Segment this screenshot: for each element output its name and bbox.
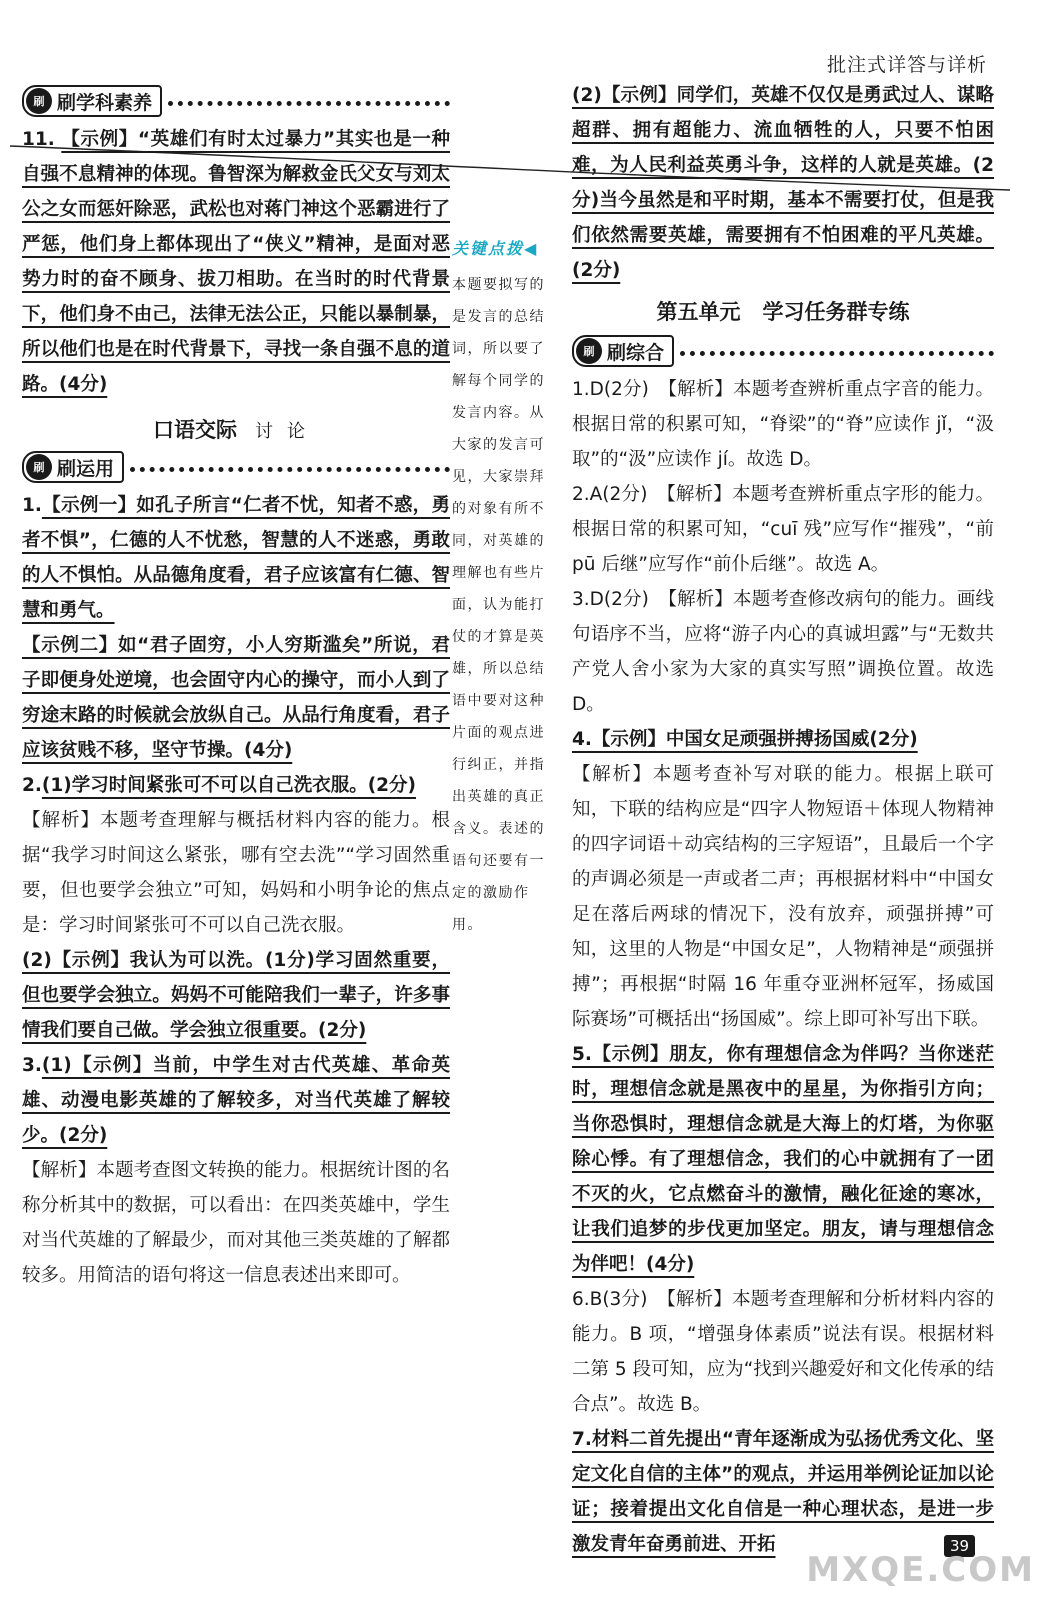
answer-1-example-1: 1.【示例一】如孔子所言“仁者不忧，知者不惑，勇者不惧”，仁德的人不忧愁，智慧的人不迷惑，勇敢的人不惧怕。从品德角度看，君子应该富有仁德、智慧和勇气。 [22,495,450,621]
answer-2-part-1: 2.(1)学习时间紧张可不可以自己洗衣服。(2分) [22,775,416,796]
answer-r4: 4.【示例】中国女足顽强拼搏扬国威(2分) [572,729,918,750]
answer-r4-analysis: 【解析】本题考查补写对联的能力。根据上联可知，下联的结构应是“四字人物短语＋体现人物精神的四字词语＋动宾结构的三字短语”，且最后一个字的声调必须是一声或者二声；再根据材料中“中国女足在落后两球的情况下，没有放弃，顽强拼搏”可知，这里的人物是“中国女足”，人物精神是“顽强拼搏”；再根据“时隔 16 年重夺亚洲杯冠军，扬威国际赛场”可概括出“扬国威”。综上即可补写出下联。 [572,764,994,1030]
answer-2-part-2-continued: (2)【示例】同学们，英雄不仅仅是勇武过人、谋略超群、拥有超能力、流血牺牲的人，只要不怕困难，为人民利益英勇斗争，这样的人就是英雄。(2分)当今虽然是和平时期，基本不需要打仗，但是我们依然需要英雄，需要拥有不怕困难的平凡英雄。(2分) [572,85,994,281]
answer-1-example-2: 【示例二】如“君子固穷，小人穷斯滥矣”所说，君子即便身处逆境，也会固守内心的操守，而小人到了穷途末路的时候就会放纵自己。从品行角度看，君子应该贫贱不移，坚守节操。(4分) [22,635,450,761]
answer-11: 11. 【示例】“英雄们有时太过暴力”其实也是一种自强不息精神的体现。鲁智深为解救金氏父女与刘太公之女而惩奸除恶，武松也对蒋门神这个恶霸进行了严惩，他们身上都体现出了“侠义”精神，是面对恶势力时的奋不顾身、拔刀相助。在当时的时代背景下，他们身不由己，法律无法公正，只能以暴制暴，所以他们也是在时代背景下，寻找一条自强不息的道路。(4分) [22,129,450,395]
banner-comprehensive: 刷 刷综合 [572,334,994,368]
answer-r2: 2.A(2分) 【解析】本题考查辨析重点字形的能力。根据日常的积累可知，“cuī 残”应写作“摧残”，“前 pū 后继”应写作“前仆后继”。故选 A。 [572,484,994,575]
answer-r1: 1.D(2分) 【解析】本题考查辨析重点字音的能力。根据日常的积累可知，“脊梁”的“脊”应读作 jǐ，“汲取”的“汲”应读作 jí。故选 D。 [572,379,994,470]
banner-application: 刷 刷运用 [22,450,450,484]
key-tip-tag: 关键点拨◀ [452,239,539,258]
brush-icon: 刷 [26,88,52,114]
answer-r7: 7.材料二首先提出“青年逐渐成为弘扬优秀文化、坚定文化自信的主体”的观点，并运用举例论证加以论证；接着提出文化自信是一种心理状态，是进一步激发青年奋勇前进、开拓 [572,1429,994,1555]
unit-title: 第五单元 学习任务群专练 [656,300,910,324]
answer-r5: 5.【示例】朋友，你有理想信念为伴吗？当你迷茫时，理想信念就是黑夜中的星星，为你指引方向；当你恐惧时，理想信念就是大海上的灯塔，为你驱除心悸。有了理想信念，我们的心中就拥有了一团不灭的火，它点燃奋斗的激情，融化征途的寒冰，让我们追梦的步伐更加坚定。朋友，请与理想信念为伴吧！(4分) [572,1044,994,1275]
answer-3-part-1: 3.(1)【示例】当前，中学生对古代英雄、革命英雄、动漫电影英雄的了解较多，对当代英雄了解较少。(2分) [22,1055,450,1146]
answer-2-part-2: (2)【示例】我认为可以洗。(1分)学习固然重要，但也要学会独立。妈妈不可能陪我们一辈子，许多事情我们要自己做。学会独立很重要。(2分) [22,950,450,1041]
header-title: 批注式详答与详析 [826,54,987,76]
answer-2-analysis: 【解析】本题考查理解与概括材料内容的能力。根据“我学习时间这么紧张，哪有空去洗”“学习固然重要，但也要学会独立”可知，妈妈和小明争论的焦点是：学习时间紧张可不可以自己洗衣服。 [22,810,450,936]
brush-icon: 刷 [26,454,52,480]
banner-subject-literacy: 刷 刷学科素养 [22,84,450,118]
answer-r3: 3.D(2分) 【解析】本题考查修改病句的能力。画线句语序不当，应将“游子内心的真诚坦露”与“无数共产党人舍小家为大家的真实写照”调换位置。故选 D。 [572,589,994,715]
answer-3-analysis: 【解析】本题考查图文转换的能力。根据统计图的名称分析其中的数据，可以看出：在四类英雄中，学生对当代英雄的了解最少，而对其他三类英雄的了解都较多。用简洁的语句将这一信息表述出来即可。 [22,1160,450,1286]
brush-icon: 刷 [576,338,602,364]
left-column [22,78,450,1293]
key-tip-text: 本题要拟写的是发言的总结词，所以要了解每个同学的发言内容。从大家的发言可见，大家崇拜的对象有所不同，对英雄的理解也有些片面，认为能打仗的才算是英雄，所以总结语中要对这种片面的观点进行纠正，并指出英雄的真正含义。表述的语句还要有一定的激励作用。 [452,277,545,933]
key-tip-column [452,236,558,941]
page-number: 39 [944,1535,975,1557]
section-oral: 口语交际 讨论 [153,418,319,442]
watermark: MXQE.COM [806,1550,1035,1590]
answer-r6: 6.B(3分) 【解析】本题考查理解和分析材料内容的能力。B 项，“增强身体素质”说法有误。根据材料二第 5 段可知，应为“找到兴趣爱好和文化传承的结合点”。故选 B。 [572,1289,994,1415]
right-column [572,78,994,1562]
